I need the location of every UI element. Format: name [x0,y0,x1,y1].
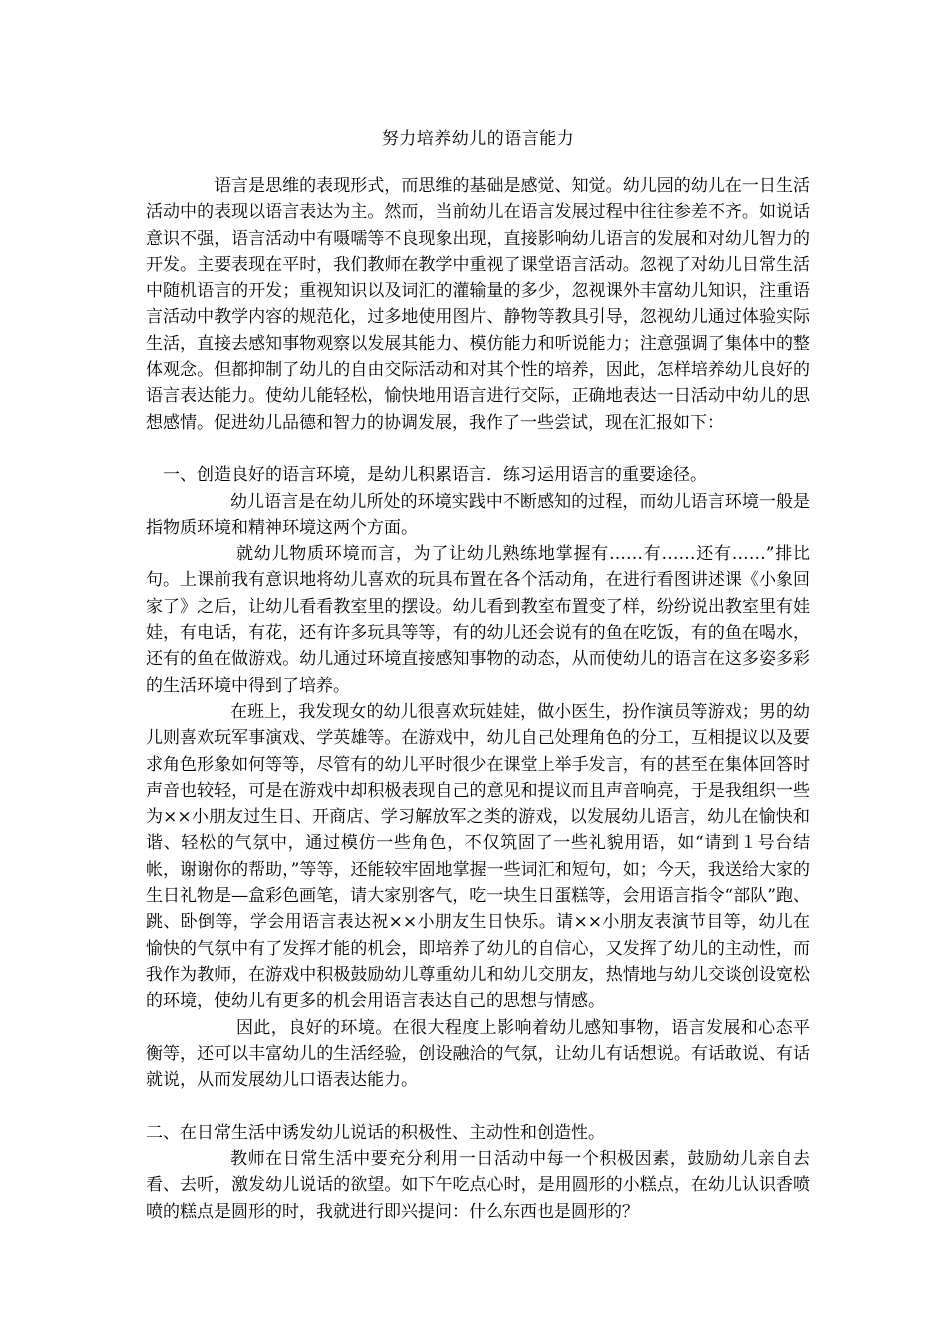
section-1-paragraph-3: 在班上，我发现女的幼儿很喜欢玩娃娃，做小医生，扮作演员等游戏；男的幼儿则喜欢玩军事演戏、学英雄等。在游戏中，幼儿自己处理角色的分工，互相提议以及要求角色形象如何等等，尽管有的幼儿平时很少在课堂上举手发言，有的甚至在集体回答时声音也较轻，可是在游戏中却积极表现自己的意见和提议而且声音响亮，于是我组织一些为××小朋友过生日、开商店、学习解放军之类的游戏，以发展幼儿语言，幼儿在愉快和谐、轻松的气氛中，通过模仿一些角色，不仅筑固了一些礼貌用语，如“请到１号台结帐，谢谢你的帮助，”等等，还能较牢固地掌握一些词汇和短句，如；今天，我送给大家的生日礼物是—盒彩色画笔，请大家别客气，吃一块生日蛋糕等，会用语言指令“部队”跑、跳、卧倒等，学会用语言表达祝××小朋友生日快乐。请××小朋友表演节目等，幼儿在愉快的气氛中有了发挥才能的机会，即培养了幼儿的自信心，又发挥了幼儿的主动性，而我作为教师，在游戏中积极鼓励幼儿尊重幼儿和幼儿交朋友，热情地与幼儿交谈创设宽松的环境，使幼儿有更多的机会用语言表达自己的思想与情感。 [146,701,810,1012]
section-1-paragraph-4: 因此，良好的环境。在很大程度上影响着幼儿感知事物，语言发展和心态平衡等，还可以丰富幼儿的生活经验，创设融洽的气氛，让幼儿有话想说。有话敢说、有话就说，从而发展幼儿口语表达能力。 [146,1017,810,1091]
section-2-heading: 二、在日常生活中诱发幼儿说话的积极性、主动性和创造性。 [146,1122,605,1143]
page-title: 努力培养幼儿的语言能力 [381,129,575,149]
intro-paragraph: 语言是思维的表现形式，而思维的基础是感觉、知觉。幼儿园的幼儿在一日生活活动中的表现以语言表达为主。然而，当前幼儿在语言发展过程中往往参差不齐。如说话意识不强，语言活动中有嗫嚅等不良现象出现，直接影响幼儿语言的发展和对幼儿智力的开发。主要表现在平时，我们教师在教学中重视了课堂语言活动。忽视了对幼儿日常生活中随机语言的开发；重视知识以及词汇的灌输量的多少，忽视课外丰富幼儿知识，注重语言活动中教学内容的规范化，过多地使用图片、静物等教具引导，忽视幼儿通过体验实际生活，直接去感知事物观察以发展其能力、模仿能力和听说能力；注意强调了集体中的整体观念。但都抑制了幼儿的自由交际活动和对其个性的培养，因此，怎样培养幼儿良好的语言表达能力。使幼儿能轻松，愉快地用语言进行交际，正确地表达一日活动中幼儿的思想感情。促进幼儿品德和智力的协调发展，我作了一些尝试，现在汇报如下： [146,176,810,433]
section-1-paragraph-2: 就幼儿物质环境而言，为了让幼儿熟练地掌握有……有……还有……”排比句。上课前我有意识地将幼儿喜欢的玩具布置在各个活动角，在进行看图讲述课《小象回家了》之后，让幼儿看看教室里的摆设。幼儿看到教室布置变了样，纷纷说出教室里有娃娃，有电话，有花，还有许多玩具等等，有的幼儿还会说有的鱼在吃饭，有的鱼在喝水，还有的鱼在做游戏。幼儿通过环境直接感知事物的动态，从而使幼儿的语言在这多姿多彩的生活环境中得到了培养。 [146,544,810,696]
paragraph-gap [146,436,810,462]
document-body [146,173,810,1225]
section-1-paragraph-1: 幼儿语言是在幼儿所处的环境实践中不断感知的过程，而幼儿语言环境一般是指物质环境和精神环境这两个方面。 [146,491,810,538]
section-2-paragraph-1: 教师在日常生活中要充分利用一日活动中每一个积极因素，鼓励幼儿亲自去看、去听，激发幼儿说话的欲望。如下午吃点心时，是用圆形的小糕点，在幼儿认识香喷喷的糕点是圆形的时，我就进行即兴提问：什么东西也是圆形的？ [146,1148,810,1222]
section-1-heading: 一、创造良好的语言环境，是幼儿积累语言．练习运用语言的重要途径。 [163,465,707,486]
paragraph-gap [146,1093,810,1119]
